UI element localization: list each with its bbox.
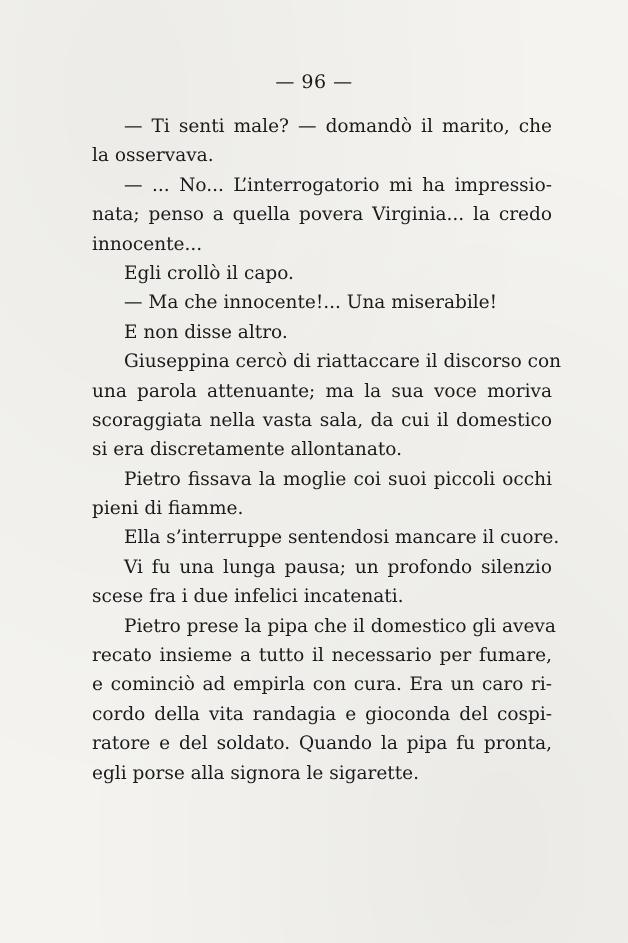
- text-line: una parola attenuante; ma la sua voce moriva: [92, 380, 552, 402]
- page-number: — 96 —: [275, 71, 353, 93]
- text-line: Egli crollò il capo.: [124, 262, 294, 284]
- text-line: Pietro prese la pipa che il domestico gli aveva: [124, 615, 556, 637]
- text-line: Pietro fissava la moglie coi suoi piccoli occhi: [124, 468, 552, 490]
- text-line: innocente...: [92, 233, 203, 255]
- text-line: pieni di fiamme.: [92, 498, 244, 520]
- text-line: cordo della vita randagia e gioconda del cospi-: [92, 703, 552, 725]
- text-line: scese fra i due infelici incatenati.: [92, 586, 404, 608]
- text-line: Giuseppina cercò di riattaccare il discorso con: [124, 351, 561, 373]
- text-line: scoraggiata nella vasta sala, da cui il domestico: [92, 409, 552, 431]
- body-text: [92, 112, 561, 788]
- text-line: — ... No... L’interrogatorio mi ha impressio-: [124, 174, 552, 196]
- text-line: nata; penso a quella povera Virginia... la credo: [92, 204, 552, 226]
- text-line: si era discretamente allontanato.: [92, 439, 402, 461]
- text-line: Ella s’interruppe sentendosi mancare il cuore.: [124, 527, 560, 549]
- text-line: ratore e del soldato. Quando la pipa fu pronta,: [92, 733, 552, 755]
- text-line: egli porse alla signora le sigarette.: [92, 762, 420, 784]
- text-line: recato insieme a tutto il necessario per fumare,: [92, 645, 552, 667]
- text-line: e cominciò ad empirla con cura. Era un caro ri-: [92, 674, 552, 696]
- text-line: Vi fu una lunga pausa; un profondo silenzio: [124, 556, 552, 578]
- text-line: — Ti senti male? — domandò il marito, che: [124, 116, 552, 137]
- text-line: la osservava.: [92, 145, 214, 167]
- text-line: — Ma che innocente!... Una miserabile!: [124, 292, 498, 314]
- text-line: E non disse altro.: [124, 321, 288, 343]
